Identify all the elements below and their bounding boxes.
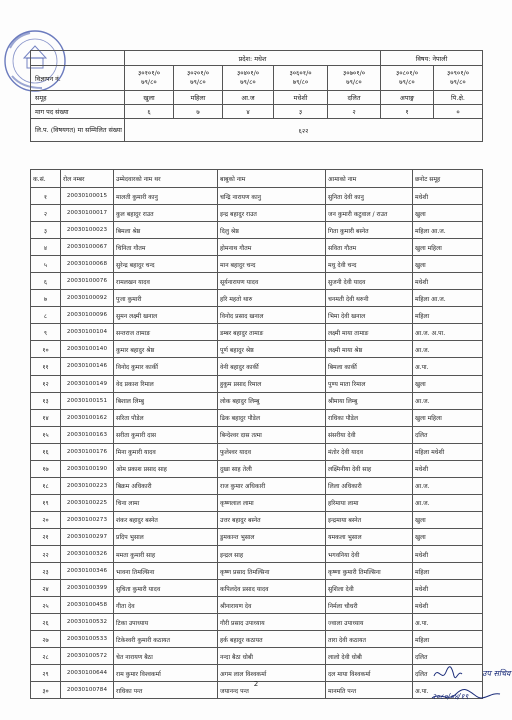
table-row (31, 494, 483, 511)
cell-roll-number: 20030100092 (61, 290, 114, 307)
posts-cell: ७ (174, 105, 223, 119)
cell-sn: २ (31, 205, 61, 222)
cell-candidate-name: रामलखन यादव (114, 273, 218, 290)
cell-mother-name: लिला अधिकारी (326, 477, 413, 494)
cell-father-name: डुमकान्त भुसाल (218, 528, 326, 545)
cell-mother-name: भगवनिया देवी (326, 545, 413, 562)
cell-father-name: दिलु श्रेष्ठ (218, 222, 326, 239)
cell-selection-group: खुला (413, 528, 483, 545)
cell-selection-group: मधेशी (413, 580, 483, 597)
cell-roll-number: 20030100533 (61, 631, 114, 648)
cell-roll-number: 20030100023 (61, 222, 114, 239)
table-row (31, 341, 483, 358)
cell-sn: १ (31, 188, 61, 205)
cell-roll-number: 20030100076 (61, 273, 114, 290)
cell-candidate-name: सुचिता कुमारी यादव (114, 580, 218, 597)
col-header-father: बाबुको नाम (218, 170, 326, 188)
col-header-name: उम्मेदवारको नाम थर (114, 170, 218, 188)
advert-no-label: विज्ञापन नं. (31, 66, 125, 91)
cell-candidate-name: विनोद कुमार कार्की (114, 358, 218, 375)
cell-sn: १९ (31, 494, 61, 511)
cell-father-name: अगम लाल विश्वकर्मा (218, 665, 326, 682)
cell-sn: ८ (31, 307, 61, 324)
cell-mother-name: भिमा देवी खनाल (326, 307, 413, 324)
table-row (31, 580, 483, 597)
cell-roll-number: 20030100784 (61, 682, 114, 699)
cell-candidate-name: गीता देव (114, 597, 218, 614)
cell-mother-name: संसरीया देवी (326, 426, 413, 443)
cell-candidate-name: ओम प्रकाश प्रसाद साह (114, 460, 218, 477)
cell-mother-name: लक्ष्मी माया श्रेष्ठ (326, 341, 413, 358)
cell-mother-name: मानमति पन्त (326, 682, 413, 699)
cell-sn: ११ (31, 358, 61, 375)
table-row (31, 614, 483, 631)
exam-count-label: लि.प. (विषयगत) मा सम्मिलित संख्या (31, 119, 125, 142)
cell-sn: १८ (31, 477, 61, 494)
posts-cell: ६ (125, 105, 174, 119)
cell-roll-number: 20030100225 (61, 494, 114, 511)
cell-mother-name: सुजनी देवी यादव (326, 273, 413, 290)
cell-candidate-name: चिना लामा (114, 494, 218, 511)
cell-roll-number: 20030100096 (61, 307, 114, 324)
cell-selection-group: महिला आ.ज. (413, 290, 483, 307)
cell-selection-group: महिला (413, 631, 483, 648)
cell-roll-number: 20030100104 (61, 324, 114, 341)
cell-sn: २५ (31, 597, 61, 614)
cell-mother-name: लालो देवी धोबी (326, 648, 413, 665)
cell-roll-number: 20030100458 (61, 597, 114, 614)
posts-cell: ४ (223, 105, 274, 119)
table-row (31, 375, 483, 392)
cell-selection-group: खुला महिला (413, 409, 483, 426)
cell-candidate-name: टिकेश्वरी कुमारी कठायत (114, 631, 218, 648)
posts-label: माग पद संख्या (31, 105, 125, 119)
table-row (31, 545, 483, 562)
cell-sn: २१ (31, 528, 61, 545)
cell-selection-group: महिला मधेशी (413, 443, 483, 460)
cell-candidate-name: मिना कुमारी यादव (114, 443, 218, 460)
table-row (31, 324, 483, 341)
cell-sn: २४ (31, 580, 61, 597)
cell-father-name: जयानन्द पन्त (218, 682, 326, 699)
cell-father-name: दुखा साह तेली (218, 460, 326, 477)
cell-mother-name: इन्द्रमाया बस्नेत (326, 511, 413, 528)
cell-candidate-name: कुल बहादुर राउत (114, 205, 218, 222)
cell-roll-number: 20030100140 (61, 341, 114, 358)
cell-father-name: बिन्देश्वर दास तत्मा (218, 426, 326, 443)
table-row (31, 443, 483, 460)
advert-code-cell: ३०६०१/० ७९/८० (274, 66, 328, 91)
cell-mother-name: तारा देवी कठायत (326, 631, 413, 648)
cell-selection-group: अ.पा. (413, 682, 483, 699)
page-number: 2 (253, 680, 259, 688)
posts-cell: ० (434, 105, 483, 119)
table-row (31, 563, 483, 580)
table-row (31, 205, 483, 222)
table-row (31, 307, 483, 324)
table-row (31, 409, 483, 426)
table-header-row (31, 170, 483, 188)
cell-roll-number: 20030100326 (61, 545, 114, 562)
advert-code-cell: ३०९०१/० ७९/८० (434, 66, 483, 91)
cell-mother-name: कृष्णा कुमारी तिमल्सिना (326, 563, 413, 580)
cell-sn: १५ (31, 426, 61, 443)
cell-father-name: कृष्णलाल लामा (218, 494, 326, 511)
cell-roll-number: 20030100162 (61, 409, 114, 426)
cell-selection-group: दलित (413, 648, 483, 665)
cell-father-name: फुलेश्वर यादव (218, 443, 326, 460)
cell-sn: ४ (31, 239, 61, 256)
table-row (31, 358, 483, 375)
cell-mother-name: सविता गौतम (326, 239, 413, 256)
cell-roll-number: 20030100273 (61, 511, 114, 528)
cell-selection-group: खुला (413, 205, 483, 222)
header-blank-cell (31, 51, 125, 66)
cell-father-name: इन्द्रल साह (218, 545, 326, 562)
cell-sn: २३ (31, 563, 61, 580)
cell-candidate-name: राम कुमार विश्वकर्मा (114, 665, 218, 682)
cell-roll-number: 20030100176 (61, 443, 114, 460)
cell-candidate-name: राधिका पन्त (114, 682, 218, 699)
cell-father-name: लोक बहादुर लिम्बु (218, 392, 326, 409)
group-cell: अपाङ्ग (381, 91, 434, 105)
cell-roll-number: 20030100146 (61, 358, 114, 375)
group-cell: मधेशी (274, 91, 328, 105)
exam-count-cell: ६२२ (125, 119, 483, 142)
cell-sn: ३ (31, 222, 61, 239)
advert-code-cell: ३०४०१/० ७९/८० (223, 66, 274, 91)
cell-mother-name: सुशिला देवी (326, 580, 413, 597)
table-row (31, 273, 483, 290)
cell-mother-name: लक्ष्मी माया तामाङ (326, 324, 413, 341)
cell-candidate-name: सरीता कुमारी दास (114, 426, 218, 443)
cell-selection-group: महिला आ.ज. (413, 222, 483, 239)
cell-father-name: इन्द्र बहादुर राउत (218, 205, 326, 222)
signature-date: २०८०/०४/१९ (432, 692, 469, 701)
cell-candidate-name: बिमला श्रेष्ठ (114, 222, 218, 239)
cell-father-name: हुकुम प्रसाद रिमाल (218, 375, 326, 392)
cell-father-name: डम्बर बहादुर तामाङ (218, 324, 326, 341)
cell-roll-number: 20030100163 (61, 426, 114, 443)
cell-father-name: ढिक बहादुर पौडेल (218, 409, 326, 426)
cell-selection-group: आ.ज. (413, 341, 483, 358)
cell-roll-number: 20030100190 (61, 460, 114, 477)
advertisement-info-table (30, 50, 483, 142)
posts-cell: २ (328, 105, 381, 119)
cell-sn: २२ (31, 545, 61, 562)
cell-father-name: वेनी बहादुर कार्की (218, 358, 326, 375)
cell-candidate-name: कुमार बहादुर श्रेष्ठ (114, 341, 218, 358)
cell-roll-number: 20030100346 (61, 563, 114, 580)
cell-mother-name: हरिमाया लामा (326, 494, 413, 511)
cell-selection-group: मधेशी (413, 545, 483, 562)
group-cell: पि.क्षे. (434, 91, 483, 105)
cell-selection-group: अ.पा. (413, 358, 483, 375)
advert-code-cell: ३०२०१/० ७९/८० (174, 66, 223, 91)
cell-father-name: मान बहादुर चन्द (218, 256, 326, 273)
cell-candidate-name: भावना तिमल्सिना (114, 563, 218, 580)
col-header-mother: आमाको नाम (326, 170, 413, 188)
cell-mother-name: दल माया विश्वकर्मा (326, 665, 413, 682)
cell-candidate-name: वेद प्रकाश रिमाल (114, 375, 218, 392)
cell-roll-number: 20030100017 (61, 205, 114, 222)
cell-roll-number: 20030100015 (61, 188, 114, 205)
cell-sn: २९ (31, 665, 61, 682)
table-row (31, 256, 483, 273)
table-row (31, 222, 483, 239)
cell-sn: ३० (31, 682, 61, 699)
cell-selection-group: महिला (413, 307, 483, 324)
cell-selection-group: मधेशी (413, 188, 483, 205)
cell-selection-group: अ.पा. (413, 614, 483, 631)
cell-mother-name: चनमती देवी थरुनी (326, 290, 413, 307)
table-row (31, 460, 483, 477)
group-label: समूह (31, 91, 125, 105)
cell-father-name: गौरी प्रसाद उपाध्याय (218, 614, 326, 631)
cell-father-name: कृष्ण प्रसाद तिमल्सिना (218, 563, 326, 580)
table-row (31, 511, 483, 528)
cell-candidate-name: सरिता पौडेल (114, 409, 218, 426)
cell-mother-name: जन कुमारी कटुवाल / राउत (326, 205, 413, 222)
cell-sn: ६ (31, 273, 61, 290)
posts-cell: १ (381, 105, 434, 119)
cell-father-name: सूर्यनारायण यादव (218, 273, 326, 290)
cell-father-name: विनोद प्रसाद खनाल (218, 307, 326, 324)
cell-selection-group: आ.ज. (413, 477, 483, 494)
table-row (31, 392, 483, 409)
cell-father-name: राज कुमार अधिकारी (218, 477, 326, 494)
cell-father-name: नन्दा बैठा धोबी (218, 648, 326, 665)
cell-father-name: पूर्ण बहादुर श्रेष्ठ (218, 341, 326, 358)
cell-roll-number: 20030100644 (61, 665, 114, 682)
cell-candidate-name: सन्तराज तामाङ (114, 324, 218, 341)
cell-selection-group: खुला (413, 511, 483, 528)
cell-roll-number: 20030100067 (61, 239, 114, 256)
cell-mother-name: पुण्य माता रिमाल (326, 375, 413, 392)
group-cell: खुला (125, 91, 174, 105)
cell-roll-number: 20030100223 (61, 477, 114, 494)
group-cell: महिला (174, 91, 223, 105)
cell-candidate-name: मालती कुमारी कानु (114, 188, 218, 205)
cell-selection-group: खुला (413, 375, 483, 392)
cell-candidate-name: सुमन लक्ष्मी खनाल (114, 307, 218, 324)
group-cell: आ.ज (223, 91, 274, 105)
col-header-roll: रोल नम्बर (61, 170, 114, 188)
signer-title: उप सचिव (482, 669, 511, 678)
table-row (31, 477, 483, 494)
cell-selection-group: मधेशी (413, 273, 483, 290)
cell-selection-group: मधेशी (413, 460, 483, 477)
cell-sn: १६ (31, 443, 61, 460)
cell-sn: २८ (31, 648, 61, 665)
cell-mother-name: ज्वाला उपाध्याय (326, 614, 413, 631)
cell-mother-name: निर्मला चौधरी (326, 597, 413, 614)
cell-sn: १० (31, 341, 61, 358)
cell-mother-name: लक्ष्मिनीया देवी साह (326, 460, 413, 477)
advert-code-cell: ३०८०१/० ७९/८० (381, 66, 434, 91)
cell-roll-number: 20030100149 (61, 375, 114, 392)
cell-mother-name: मधु देवी चन्द (326, 256, 413, 273)
advert-code-cell: ३०१०१/० ७९/८० (125, 66, 174, 91)
cell-sn: २६ (31, 614, 61, 631)
cell-mother-name: सुनिता देवी कानु (326, 188, 413, 205)
cell-selection-group: महिला (413, 563, 483, 580)
cell-selection-group: खुला महिला (413, 239, 483, 256)
advert-code-cell: ३०७०१/० ७९/८० (328, 66, 381, 91)
cell-father-name: श्रीनारायण देव (218, 597, 326, 614)
province-cell: प्रदेश: मधेश (125, 51, 381, 66)
cell-sn: ९ (31, 324, 61, 341)
cell-sn: २० (31, 511, 61, 528)
cell-mother-name: राधिका पौडेल (326, 409, 413, 426)
cell-roll-number: 20030100399 (61, 580, 114, 597)
cell-mother-name: गिता कुमारी बस्नेत (326, 222, 413, 239)
candidate-table (30, 169, 483, 699)
cell-candidate-name: टिका उपाध्याय (114, 614, 218, 631)
cell-sn: ५ (31, 256, 61, 273)
cell-sn: १२ (31, 375, 61, 392)
cell-candidate-name: चिनिता गौतम (114, 239, 218, 256)
cell-candidate-name: चेत नारायण बैठा (114, 648, 218, 665)
cell-mother-name: बिमला कार्की (326, 358, 413, 375)
cell-father-name: कपिलदेव प्रसाद यादव (218, 580, 326, 597)
cell-candidate-name: सुरेन्द्र बहादुर चन्द (114, 256, 218, 273)
cell-father-name: हर्क बहादुर कठायत (218, 631, 326, 648)
subject-cell: विषय: नेपाली (381, 51, 483, 66)
table-row (31, 597, 483, 614)
cell-candidate-name: बिक्रम अधिकारी (114, 477, 218, 494)
table-row (31, 290, 483, 307)
cell-mother-name: मंतोर देवी यादव (326, 443, 413, 460)
cell-sn: १४ (31, 409, 61, 426)
cell-selection-group: आ.ज. (413, 392, 483, 409)
cell-sn: २७ (31, 631, 61, 648)
cell-selection-group: दलित (413, 665, 483, 682)
table-row (31, 631, 483, 648)
cell-candidate-name: शंकर बहादुर बस्नेत (114, 511, 218, 528)
table-row (31, 188, 483, 205)
cell-selection-group: आ.ज. (413, 494, 483, 511)
cell-mother-name: श्रीमाया लिम्बु (326, 392, 413, 409)
table-row (31, 528, 483, 545)
cell-roll-number: 20030100068 (61, 256, 114, 273)
cell-father-name: उत्तर बहादुर बस्नेत (218, 511, 326, 528)
cell-sn: १७ (31, 460, 61, 477)
cell-candidate-name: ममता कुमारी साह (114, 545, 218, 562)
cell-selection-group: खुला (413, 256, 483, 273)
table-row (31, 648, 483, 665)
table-row (31, 426, 483, 443)
cell-father-name: चन्द्रि नारायण कानु (218, 188, 326, 205)
cell-candidate-name: प्रदिप भुसाल (114, 528, 218, 545)
cell-father-name: हरि महतो थारु (218, 290, 326, 307)
cell-mother-name: यमकला भुसाल (326, 528, 413, 545)
group-cell: दलित (328, 91, 381, 105)
cell-roll-number: 20030100572 (61, 648, 114, 665)
cell-selection-group: आ.ज. अ.पा. (413, 324, 483, 341)
cell-roll-number: 20030100297 (61, 528, 114, 545)
table-row (31, 239, 483, 256)
cell-candidate-name: बिशाल लिम्बु (114, 392, 218, 409)
cell-roll-number: 20030100151 (61, 392, 114, 409)
cell-candidate-name: पुजा कुमारी (114, 290, 218, 307)
cell-selection-group: मधेशी (413, 597, 483, 614)
posts-cell: ३ (274, 105, 328, 119)
cell-father-name: होमनाथ गौतम (218, 239, 326, 256)
cell-sn: १३ (31, 392, 61, 409)
cell-sn: ७ (31, 290, 61, 307)
col-header-sn: क.सं. (31, 170, 61, 188)
col-header-group: छनोट समूह (413, 170, 483, 188)
cell-selection-group: दलित (413, 426, 483, 443)
cell-roll-number: 20030100532 (61, 614, 114, 631)
